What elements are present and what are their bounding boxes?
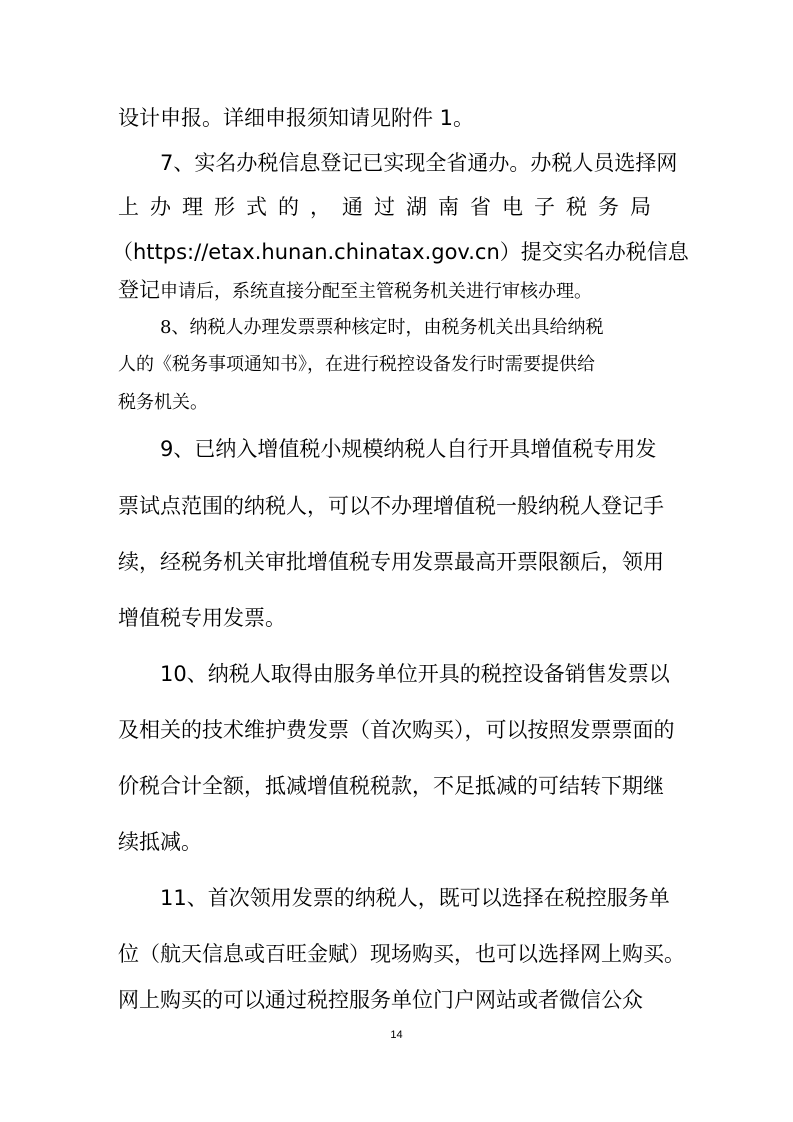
text-line-19: 网上购买的可以通过税控服务单位门户网站或者微信公众 — [118, 988, 643, 1012]
text-line-13: 10、纳税人取得由服务单位开具的税控设备销售发票以 — [160, 662, 670, 686]
text-line-10: 票试点范围的纳税人，可以不办理增值税一般纳税人登记手 — [118, 494, 664, 518]
text-line-11: 续，经税务机关审批增值税专用发票最高开票限额后，领用 — [118, 550, 664, 574]
text-line-5-rest: 申请后，系统直接分配至主管税务机关进行审核办理。 — [160, 281, 592, 302]
text-line-18: 位（航天信息或百旺金赋）现场购买，也可以选择网上购买。 — [118, 942, 685, 966]
page-number: 14 — [390, 1029, 403, 1041]
text-line-3 — [118, 193, 675, 221]
text-line-9: 9、已纳入增值税小规模纳税人自行开具增值税专用发 — [160, 437, 657, 461]
text-line-1: 设计申报。详细申报须知请见附件 1。 — [118, 106, 475, 130]
text-line-5 — [118, 276, 675, 306]
text-line-15: 价税合计全额，抵减增值税税款，不足抵减的可结转下期继 — [118, 774, 664, 798]
text-line-14: 及相关的技术维护费发票（首次购买），可以按照发票票面的 — [118, 718, 675, 742]
text-line-3-content: 上办理形式的，通过湖南省电子税务局 — [118, 195, 662, 219]
text-line-8: 税务机关。 — [118, 392, 208, 413]
text-line-2: 7、实名办税信息登记已实现全省通办。办税人员选择网 — [160, 151, 678, 175]
text-line-12: 增值税专用发票。 — [118, 606, 286, 630]
text-line-17: 11、首次领用发票的纳税人，既可以选择在税控服务单 — [160, 886, 670, 910]
text-line-6: 8、纳税人办理发票票种核定时，由税务机关出具给纳税 — [160, 317, 604, 338]
text-line-4: （https://etax.hunan.chinatax.gov.cn）提交实名办税信息 — [112, 240, 689, 264]
text-line-16: 续抵减。 — [118, 830, 202, 854]
text-line-5-start: 登记 — [118, 278, 160, 302]
text-line-7: 人的《税务事项通知书》，在进行税控设备发行时需要提供给 — [118, 354, 595, 375]
